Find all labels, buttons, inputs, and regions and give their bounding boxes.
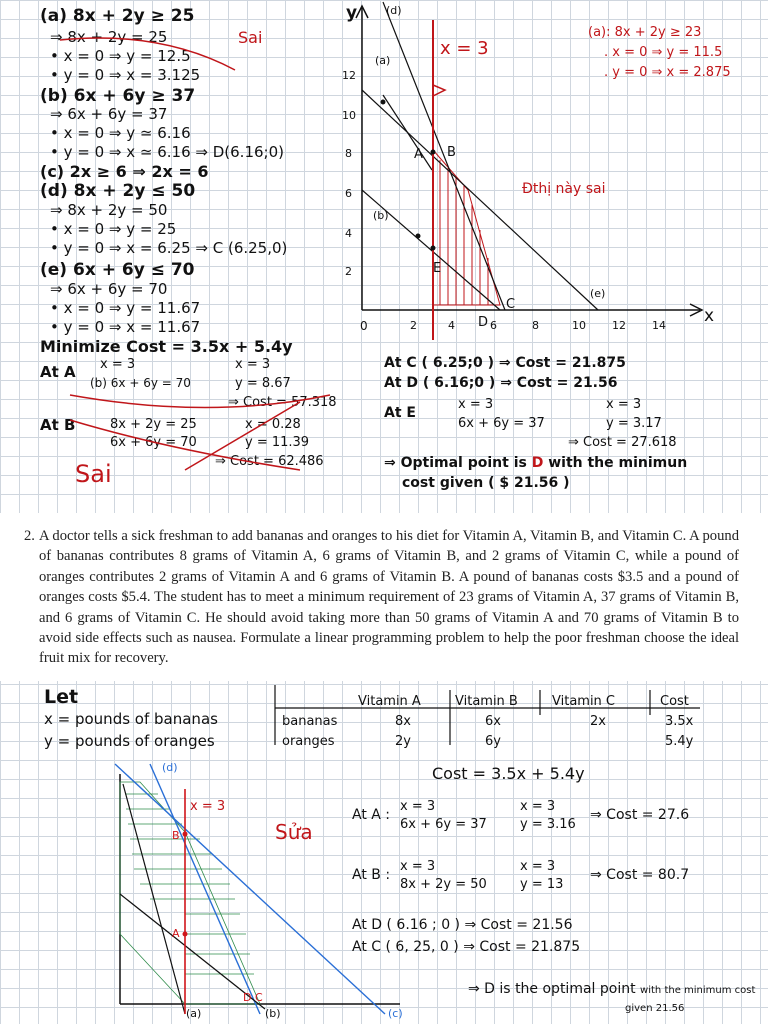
objective-function: Minimize Cost = 3.5x + 5.4y	[40, 337, 293, 356]
constraint-d-line3: • y = 0 ⇒ x = 6.25 ⇒ C (6.25,0)	[50, 239, 288, 257]
constraint-e-line1: ⇒ 6x + 6y = 70	[50, 280, 168, 298]
b-at-a-result1: x = 3	[520, 799, 556, 814]
wrong-mark-top: Sai	[238, 28, 263, 47]
line-label-b: (b)	[373, 209, 389, 222]
line-label-a: (a)	[375, 54, 391, 67]
bottom-label-a: (a)	[186, 1007, 202, 1020]
b-optimal-post: with the minimum cost	[640, 985, 756, 996]
optimal-conclusion-1	[384, 456, 687, 470]
at-c-line: At C ( 6.25;0 ) ⇒ Cost = 21.875	[384, 355, 626, 371]
constraint-e-heading: (e) 6x + 6y ≤ 70	[40, 260, 195, 280]
at-a-eq1: x = 3	[100, 357, 136, 372]
cell: 2y	[395, 734, 411, 749]
top-x-tick: 0	[360, 319, 368, 333]
point-label-b: B	[447, 145, 456, 160]
constraint-b-line3: • y = 0 ⇒ x ≃ 6.16 ⇒ D(6.16;0)	[50, 143, 284, 161]
top-x-tick: 10	[572, 319, 586, 332]
at-e-cost: ⇒ Cost = 27.618	[568, 435, 677, 450]
b-at-b-cost: ⇒ Cost = 80.7	[590, 867, 690, 883]
at-e-label: At E	[384, 405, 416, 421]
b-at-b-label: At B :	[352, 867, 391, 883]
at-e-eq1: x = 3	[458, 397, 494, 412]
constraint-d-line2: • x = 0 ⇒ y = 25	[50, 220, 177, 238]
graph-wrong-note: Đthị này sai	[522, 181, 606, 197]
constraint-e-line3: • y = 0 ⇒ x = 11.67	[50, 318, 201, 336]
top-y-tick: 2	[345, 265, 352, 278]
b-optimal-mid: the optimal point	[515, 981, 636, 997]
optimal-post: with the minimun	[548, 455, 688, 471]
b-at-a-eq2: 6x + 6y = 37	[400, 817, 487, 832]
col-header-vitamin-b: Vitamin B	[455, 694, 518, 709]
constraint-a-heading: (a) 8x + 2y ≥ 25	[40, 6, 195, 26]
b-at-a-label: At A :	[352, 807, 391, 823]
constraint-c-heading: (c) 2x ≥ 6 ⇒ 2x = 6	[40, 162, 209, 181]
at-a-result2: y = 8.67	[235, 376, 291, 391]
at-b-eq2: 6x + 6y = 70	[110, 435, 197, 450]
fix-mark: Sửa	[275, 820, 313, 844]
problem-number: 2.	[24, 528, 35, 544]
cell: 6y	[485, 734, 501, 749]
point-label-c: C	[506, 297, 516, 312]
constraint-b-line2: • x = 0 ⇒ y ≃ 6.16	[50, 124, 191, 142]
top-x-tick: 12	[612, 319, 626, 332]
constraint-a-line2: • x = 0 ⇒ y = 12.5	[50, 47, 191, 65]
at-a-label: At A	[40, 363, 76, 381]
constraint-a-line1: ⇒ 8x + 2y = 25	[50, 28, 168, 46]
at-b-eq1: 8x + 2y = 25	[110, 417, 197, 432]
at-e-result2: y = 3.17	[606, 416, 662, 431]
b-at-a-result2: y = 3.16	[520, 817, 576, 832]
b-optimal-pre: ⇒ D is	[468, 981, 511, 997]
b-at-a-cost: ⇒ Cost = 27.6	[590, 807, 690, 823]
at-d-line: At D ( 6.16;0 ) ⇒ Cost = 21.56	[384, 375, 618, 391]
line-label-d: (d)	[386, 4, 402, 17]
b-at-a-eq1: x = 3	[400, 799, 436, 814]
at-e-eq2: 6x + 6y = 37	[458, 416, 545, 431]
constraint-a-line3: • y = 0 ⇒ x = 3.125	[50, 66, 201, 84]
top-y-tick: 8	[345, 147, 352, 160]
x-definition: x = pounds of bananas	[44, 710, 218, 728]
row-label: oranges	[282, 734, 335, 749]
top-x-tick: 2	[410, 319, 417, 332]
at-a-eq2: (b) 6x + 6y = 70	[90, 376, 191, 390]
at-b-result2: y = 11.39	[245, 435, 310, 450]
point-label-d: D	[478, 315, 489, 330]
bottom-point-c: C	[255, 991, 263, 1004]
top-y-tick: 6	[345, 187, 352, 200]
top-x-axis-label: x	[704, 306, 715, 326]
problem-text: A doctor tells a sick freshman to add bananas and oranges to his diet for Vitamin A, Vitamin B, and Vitamin C. A pound of bananas contributes 8 grams of Vitamin A, 6 grams of Vitamin B, and 2 grams of Vitamin C, while a pound of oranges contributes 2 grams of Vitamin A and 6 grams of Vitamin B. A pound of bananas costs $3.5 and a pound of oranges costs $5.4. The student has to meet a minimum requirement of 23 grams of Vitamin A, 37 grams of Vitamin B, and 6 grams of Vitamin C. He should avoid taking more than 50 grams of Vitamin A and 70 grams of Vitamin B to avoid side effects such as nausea. Formulate a linear programming problem to help the poor freshman choose the ideal fruit mix for recovery.	[39, 528, 739, 667]
constraint-d-line1: ⇒ 8x + 2y = 50	[50, 201, 168, 219]
b-optimal-line	[468, 982, 755, 996]
top-x-tick: 4	[448, 319, 455, 332]
top-feasible-region	[433, 150, 500, 305]
constraint-b-line1: ⇒ 6x + 6y = 37	[50, 105, 168, 123]
constraint-d-heading: (d) 8x + 2y ≤ 50	[40, 181, 196, 201]
bottom-label-b: (b)	[265, 1007, 281, 1020]
top-x-tick: 14	[652, 319, 666, 332]
b-optimal-end: given 21.56	[625, 1003, 685, 1014]
cell: 2x	[590, 714, 606, 729]
bottom-feasible-region	[120, 782, 260, 1004]
b-at-b-result1: x = 3	[520, 859, 556, 874]
note-line3: . y = 0 ⇒ x = 2.875	[604, 65, 731, 80]
row-label: bananas	[282, 714, 338, 729]
bottom-point-d: D	[243, 991, 252, 1004]
b-at-c-line: At C ( 6, 25, 0 ) ⇒ Cost = 21.875	[352, 939, 581, 955]
bottom-x3-label: x = 3	[190, 799, 226, 814]
top-y-axis-label: y	[346, 3, 358, 23]
cell: 6x	[485, 714, 501, 729]
bottom-point-b: B	[172, 829, 180, 842]
top-x-tick: 8	[532, 319, 539, 332]
point-label-e: E	[433, 261, 442, 276]
y-definition: y = pounds of oranges	[44, 732, 215, 750]
cost-function: Cost = 3.5x + 5.4y	[432, 764, 585, 783]
top-x-tick: 6	[490, 319, 497, 332]
top-x3-label: x = 3	[440, 38, 489, 59]
line-label-e: (e)	[590, 287, 606, 300]
at-e-result1: x = 3	[606, 397, 642, 412]
optimal-conclusion-2: cost given ( $ 21.56 )	[402, 475, 570, 491]
cell: 5.4y	[665, 734, 694, 749]
at-b-result1: x = 0.28	[245, 417, 301, 432]
wrong-mark-bottom: Sai	[75, 460, 112, 488]
b-at-d-line: At D ( 6.16 ; 0 ) ⇒ Cost = 21.56	[352, 917, 573, 933]
col-header-vitamin-c: Vitamin C	[552, 694, 616, 709]
note-line2: . x = 0 ⇒ y = 11.5	[604, 45, 723, 60]
constraint-e-line2: • x = 0 ⇒ y = 11.67	[50, 299, 201, 317]
constraint-b-heading: (b) 6x + 6y ≥ 37	[40, 86, 196, 106]
line-b	[362, 190, 500, 310]
bottom-line-c	[115, 761, 385, 1014]
optimal-pre: ⇒ Optimal point is	[384, 455, 527, 471]
top-y-tick: 12	[342, 69, 356, 82]
point-label-a: A	[414, 147, 423, 162]
note-line1: (a): 8x + 2y ≥ 23	[588, 25, 702, 40]
at-b-label: At B	[40, 416, 76, 434]
bottom-label-d: (d)	[162, 761, 178, 774]
cell: 8x	[395, 714, 411, 729]
top-y-tick: 4	[345, 227, 352, 240]
col-header-cost: Cost	[660, 694, 689, 709]
bottom-point-a: A	[172, 927, 180, 940]
b-at-b-eq1: x = 3	[400, 859, 436, 874]
at-b-cost: ⇒ Cost = 62.486	[215, 454, 324, 469]
cell: 3.5x	[665, 714, 694, 729]
col-header-vitamin-a: Vitamin A	[358, 694, 421, 709]
bottom-label-c: (c)	[388, 1007, 403, 1020]
optimal-point-d: D	[531, 455, 544, 471]
b-at-b-result2: y = 13	[520, 877, 564, 892]
problem-statement	[0, 513, 768, 681]
top-y-tick: 10	[342, 109, 356, 122]
let-label: Let	[44, 686, 79, 708]
at-a-cost: ⇒ Cost = 57.318	[228, 395, 337, 410]
b-at-b-eq2: 8x + 2y = 50	[400, 877, 487, 892]
at-a-result1: x = 3	[235, 357, 271, 372]
